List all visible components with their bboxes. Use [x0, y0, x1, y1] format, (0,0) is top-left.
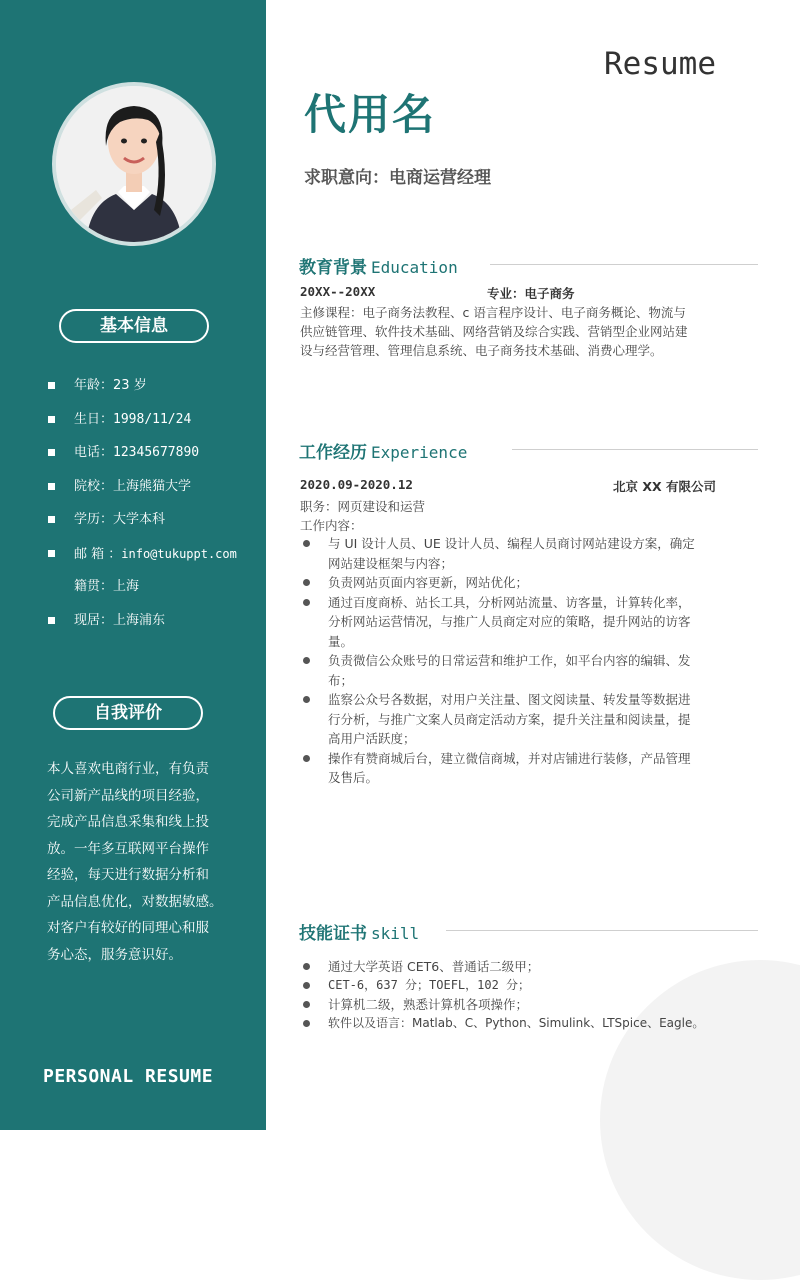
info-label: 学历：	[74, 512, 114, 527]
bullet-dot-icon	[303, 755, 310, 762]
experience-bullets	[300, 534, 760, 788]
skill-line: 计算机二级，熟悉计算机各项操作；	[328, 997, 529, 1012]
bullet-line: 负责网站页面内容更新，网站优化；	[328, 575, 529, 590]
bullet-line: 行分析，与推广文案人员商定活动方案，提升关注量和阅读量，提	[328, 711, 691, 727]
self-eval-line: 产品信息优化，对数据敏感。	[47, 893, 223, 910]
bullet-square-icon	[48, 483, 55, 490]
self-eval-heading-label: 自我评价	[94, 703, 162, 723]
education-course-line: 供应链管理、软件技术基础、网络营销及综合实践、营销型企业网站建	[300, 324, 688, 339]
info-label: 现居：	[74, 612, 114, 628]
skills-divider	[446, 930, 758, 931]
experience-company: 北京 XX 有限公司	[613, 479, 716, 494]
skills-heading	[299, 919, 419, 944]
skills-heading-cn: 技能证书	[299, 924, 367, 944]
experience-position: 职务：网页建设和运营	[300, 499, 426, 514]
bullet-square-icon	[48, 416, 55, 423]
bullet-dot-icon	[303, 657, 310, 664]
info-label: 邮 箱 ：	[74, 546, 122, 562]
list-item	[300, 534, 760, 573]
education-course-line: 设与经营管理、管理信息系统、电子商务技术基础、消费心理学。	[300, 343, 663, 358]
bullet-line: 量。	[328, 633, 354, 649]
education-divider	[490, 264, 758, 265]
experience-heading	[299, 438, 467, 463]
bullet-square-icon	[48, 550, 55, 557]
info-item-school	[48, 477, 237, 511]
bullet-square-icon	[48, 516, 55, 523]
info-item-hometown	[48, 577, 237, 611]
info-item-residence	[48, 611, 237, 645]
info-value: 23 岁	[113, 378, 147, 393]
info-value: 上海熊猫大学	[113, 478, 192, 494]
sidebar	[0, 0, 266, 1130]
experience-content-label: 工作内容：	[300, 518, 363, 533]
list-item	[300, 1014, 760, 1033]
list-item	[300, 651, 760, 690]
portrait-illustration	[56, 86, 212, 242]
info-label: 籍贯：	[74, 579, 114, 594]
self-eval-line: 完成产品信息采集和线上投	[47, 814, 209, 830]
bullet-dot-icon	[303, 1020, 310, 1027]
bullet-line: 与 UI 设计人员、UE 设计人员、编程人员商讨网站建设方案，确定	[328, 536, 695, 551]
bullet-line: 负责微信公众账号的日常运营和维护工作，如平台内容的编辑、发	[328, 653, 691, 668]
bullet-dot-icon	[303, 982, 310, 989]
resume-word: Resume	[604, 46, 716, 82]
info-label: 年龄：	[74, 378, 114, 393]
self-eval-line: 放。一年多互联网平台操作	[47, 840, 209, 857]
info-item-degree	[48, 510, 237, 544]
list-item	[300, 690, 760, 749]
bullet-dot-icon	[303, 599, 310, 606]
experience-divider	[512, 449, 758, 450]
bullet-line: 高用户活跃度；	[328, 731, 416, 746]
info-label: 生日：	[74, 411, 114, 427]
education-major: 专业：电子商务	[487, 286, 575, 301]
self-eval-line: 对客户有较好的同理心和服	[47, 920, 209, 936]
bullet-dot-icon	[303, 1001, 310, 1008]
skills-heading-en: skill	[371, 924, 420, 943]
basic-info-heading-label: 基本信息	[100, 316, 168, 336]
bullet-dot-icon	[303, 696, 310, 703]
list-item	[300, 749, 760, 788]
self-eval-line: 经验，每天进行数据分析和	[47, 867, 209, 883]
avatar	[52, 82, 216, 246]
info-value: 上海	[113, 579, 140, 594]
skills-list	[300, 957, 760, 1033]
education-course-line: 主修课程：电子商务法教程、c 语言程序设计、电子商务概论、物流与	[300, 305, 686, 320]
info-item-phone	[48, 443, 237, 477]
experience-period: 2020.09-2020.12	[300, 477, 413, 492]
self-eval-line: 务心态，服务意识好。	[47, 946, 182, 963]
info-item-email	[48, 544, 237, 578]
education-heading-en: Education	[371, 258, 458, 277]
education-period: 20XX--20XX	[300, 284, 376, 299]
bullet-line: 及售后。	[328, 770, 379, 785]
info-value: 12345677890	[113, 445, 200, 460]
info-value: 1998/11/24	[113, 411, 192, 427]
bullet-line: 监察公众号各数据，对用户关注量、图文阅读量、转发量等数据进	[328, 692, 691, 707]
bullet-line: 布；	[328, 672, 354, 688]
bullet-square-icon	[48, 449, 55, 456]
info-item-age	[48, 376, 237, 410]
job-intent: 求职意向：电商运营经理	[304, 168, 491, 188]
self-eval-text	[47, 756, 225, 968]
bullet-square-icon	[48, 617, 55, 624]
bullet-square-icon	[48, 382, 55, 389]
experience-heading-cn: 工作经历	[299, 443, 367, 463]
skill-line: CET-6，637 分；TOEFL，102 分；	[328, 978, 531, 992]
experience-heading-en: Experience	[371, 443, 468, 462]
info-label: 院校：	[74, 478, 114, 494]
list-item	[300, 593, 760, 652]
candidate-name: 代用名	[304, 90, 437, 139]
bullet-line: 分析网站运营情况，与推广人员商定对应的策略，提升网站的访客	[328, 614, 691, 629]
basic-info-heading	[59, 309, 209, 343]
info-label: 电话：	[74, 445, 114, 460]
self-eval-heading	[53, 696, 203, 730]
bullet-line: 网站建设框架与内容；	[328, 555, 454, 571]
self-eval-line: 本人喜欢电商行业，有负责	[47, 761, 209, 777]
self-eval-line: 公司新产品线的项目经验，	[47, 787, 209, 804]
skill-line: 软件以及语言：Matlab、C、Python、Simulink、LTSpice、Eagle。	[328, 1016, 705, 1030]
info-value: 上海浦东	[113, 612, 166, 628]
skill-line: 通过大学英语 CET6、普通话二级甲；	[328, 959, 540, 974]
bullet-line: 操作有赞商城后台，建立微信商城，并对店铺进行装修，产品管理	[328, 750, 691, 766]
education-heading	[299, 253, 458, 278]
info-item-birthday	[48, 410, 237, 444]
list-item	[300, 995, 760, 1014]
education-heading-cn: 教育背景	[299, 258, 367, 278]
list-item	[300, 957, 760, 976]
bullet-dot-icon	[303, 963, 310, 970]
bullet-line: 通过百度商桥、站长工具，分析网站流量、访客量，计算转化率，	[328, 594, 691, 610]
list-item	[300, 573, 760, 593]
info-value: info@tukuppt.com	[121, 546, 237, 561]
info-value: 大学本科	[113, 512, 166, 527]
bullet-dot-icon	[303, 579, 310, 586]
personal-resume-footer: PERSONAL RESUME	[43, 1066, 214, 1087]
list-item	[300, 976, 760, 995]
bullet-dot-icon	[303, 540, 310, 547]
basic-info-list	[48, 376, 237, 644]
